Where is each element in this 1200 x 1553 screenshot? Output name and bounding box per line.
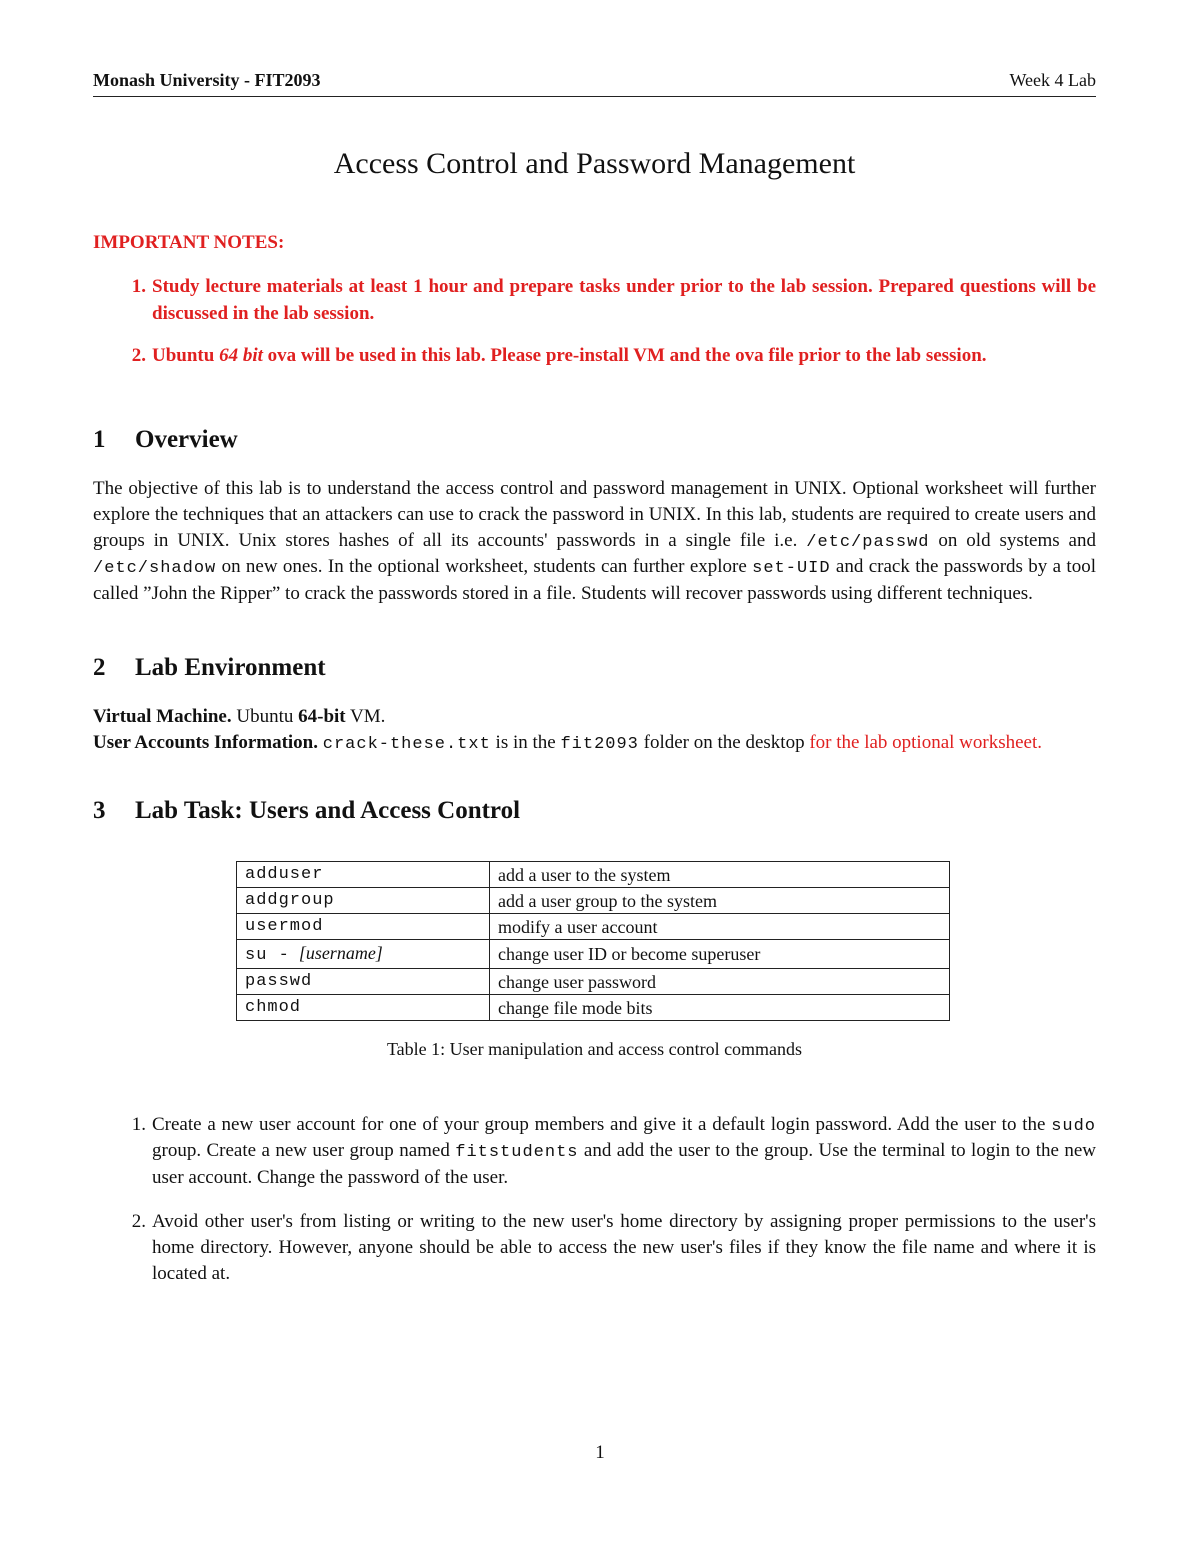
table-row: addgroup add a user group to the system [237, 887, 950, 913]
task-item: 1. Create a new user account for one of your group members and give it a default login password. Add the user to the sudo group. Create a new user group named fitstudents and add the user to the group. Use the terminal to login to the new user account. Change the password of the user. [131, 1113, 1096, 1188]
task-list [93, 1112, 1096, 1288]
code-crack-these: crack-these.txt [322, 734, 491, 754]
section-env-heading: 2 Lab Environment [93, 654, 326, 682]
table-row: passwd change user password [237, 968, 950, 994]
header-week: Week 4 Lab [1009, 70, 1096, 90]
code-fitstudents: fitstudents [455, 1143, 579, 1163]
overview-paragraph: The objective of this lab is to understand the access control and password management in UNIX. Optional worksheet will further explore the techniques that an attackers can use to crack the password in UNIX. In this lab, students are required to create users and groups in UNIX. Unix stores hashes of all its accounts' passwords in a single file i.e. /etc/passwd on old systems and /etc/shadow on new ones. In the optional worksheet, students can further explore set-UID and crack the passwords by a tool called ”John the Ripper” to crack the passwords stored in a file. Students will recover passwords using different techniques. [93, 477, 1096, 604]
env-virtual-machine: Virtual Machine. Ubuntu 64-bit VM. [93, 705, 386, 727]
code-etc-shadow: /etc/shadow [93, 559, 217, 579]
commands-table [236, 861, 950, 1021]
optional-worksheet-note: for the lab optional worksheet. [809, 731, 1043, 753]
table-row: usermod modify a user account [237, 913, 950, 939]
section-overview-heading: 1 Overview [93, 426, 238, 454]
code-sudo: sudo [1051, 1116, 1096, 1136]
username-placeholder: [username] [298, 942, 383, 963]
document-title: Access Control and Password Management [333, 146, 856, 180]
page-number: 1 [595, 1442, 605, 1463]
task-item: 2. Avoid other user's from listing or writing to the new user's home directory by assigning proper permissions to the user's home directory. However, anyone should be able to access the new user's files if they know the file name and where it is located at. [131, 1210, 1096, 1285]
important-note: 2. Ubuntu 64 bit ova will be used in this lab. Please pre-install VM and the ova file prior to the lab session. [131, 344, 987, 366]
emphasis-64bit: 64 bit [219, 344, 263, 366]
table-row: adduser add a user to the system [237, 861, 950, 887]
header-course: Monash University - FIT2093 [93, 70, 321, 90]
code-set-uid: set-UID [752, 559, 831, 579]
important-notes-list [93, 274, 1096, 369]
table-row: su - [username] change user ID or become superuser [237, 939, 950, 968]
section-task-heading: 3 Lab Task: Users and Access Control [93, 797, 521, 825]
code-etc-passwd: /etc/passwd [806, 533, 930, 553]
important-notes-heading: IMPORTANT NOTES: [93, 232, 285, 254]
important-note: 1. Study lecture materials at least 1 hour and prepare tasks under prior to the lab session. Prepared questions will be discussed in the lab session. [131, 276, 1096, 324]
table-row: chmod change file mode bits [237, 994, 950, 1020]
page-header [93, 68, 1096, 97]
code-fit2093: fit2093 [560, 734, 639, 754]
env-user-accounts: User Accounts Information. crack-these.txt is in the fit2093 folder on the desktop for the lab optional worksheet. [93, 731, 1043, 754]
table-caption: Table 1: User manipulation and access control commands [386, 1038, 803, 1059]
document-page [93, 68, 1096, 1305]
